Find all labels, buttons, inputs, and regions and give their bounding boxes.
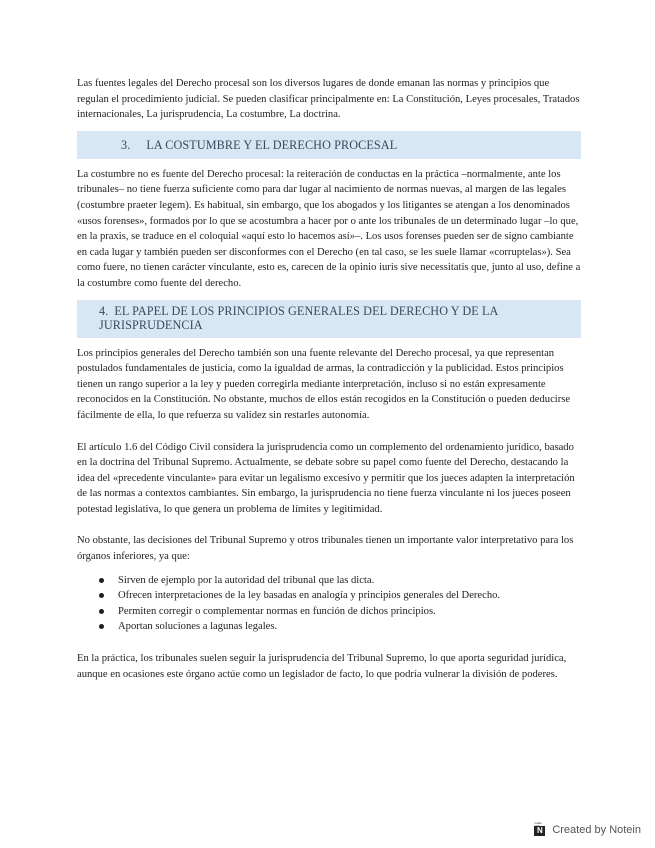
section-4-number: 4.: [99, 303, 109, 318]
intro-paragraph: Las fuentes legales del Derecho procesal son los diversos lugares de donde emanan las normas y principios que regulan el procedimiento judicial. Se pueden clasificar principalmente en: La Constitución, Leyes procesales, Tratados internacionales, La jurisprudencia, La costumbre, La doctrina.: [77, 78, 580, 121]
section-4-heading: [77, 300, 581, 338]
notein-logo-icon: made N: [534, 823, 546, 837]
section-3-title: LA COSTUMBRE Y EL DERECHO PROCESAL: [146, 137, 398, 152]
bullet-icon: [99, 624, 104, 629]
section-4-title: EL PAPEL DE LOS PRINCIPIOS GENERALES DEL DERECHO Y DE LA JURISPRUDENCIA: [99, 303, 498, 333]
section-3-heading: [77, 131, 581, 159]
list-item: Permiten corregir o complementar normas en función de dichos principios.: [99, 604, 581, 620]
bullet-icon: [99, 593, 104, 598]
bullet-icon: [99, 578, 104, 583]
bullet-list: [77, 573, 581, 635]
section-3-paragraph: La costumbre no es fuente del Derecho procesal: la reiteración de conductas en la práctica –normalmente, ante los tribunales– no tiene fuerza suficiente como para dar lugar al nacimiento de normas nuevas, al margen de las legales (costumbre praeter legem). Es habitual, sin embargo, que los abogados y los litigantes se atengan a los denominados «usos forenses», formados por lo que se acostumbra a hacer por o ante los tribunales de un determinado lugar –lo que, en la praxis, se traduce en el coloquial «aquí esto lo hacemos así»–. Los usos forenses pueden ser de signo cambiante en cada lugar y también pueden ser disconformes con el Derecho (en tal caso, se les suele llamar «corruptelas»). Sea como fuere, no tienen carácter vinculante, esto es, carecen de la opinio iuris sive necessitatis que, junto al uso, define a la costumbre como fuente del derecho.: [77, 168, 581, 289]
created-by-footer: [534, 823, 641, 837]
section-4-paragraph-4: En la práctica, los tribunales suelen seguir la jurisprudencia del Tribunal Supremo, lo que aporta seguridad jurídica, aunque en ocasiones este órgano actúe como un legislador de facto, lo que podría vulnerar la división de poderes.: [77, 653, 567, 680]
document-page: [77, 76, 581, 682]
list-item: Ofrecen interpretaciones de la ley basadas en analogía y principios generales del Derecho.: [99, 588, 581, 604]
list-item: Aportan soluciones a lagunas legales.: [99, 619, 581, 635]
section-4-paragraph-2: El artículo 1.6 del Código Civil considera la jurisprudencia como un complemento del ordenamiento jurídico, basado en la doctrina del Tribunal Supremo. Actualmente, se debate sobre su papel como fuente del Derecho, destacando la idea del «precedente vinculante» para evitar un legalismo excesivo y permitir que los jueces adapten la interpretación de las normas a contextos cambiantes. Sin embargo, la jurisprudencia no tiene fuerza vinculante ni los jueces poseen potestad legislativa, lo que genera un problema de límites y legitimidad.: [77, 441, 575, 515]
bullet-icon: [99, 609, 104, 614]
section-4-paragraph-3: No obstante, las decisiones del Tribunal Supremo y otros tribunales tienen un importante valor interpretativo para los órganos inferiores, ya que:: [77, 535, 574, 563]
section-4-paragraph-1: Los principios generales del Derecho también son una fuente relevante del Derecho procesal, ya que representan postulados fundamentales de justicia, como la igualdad de armas, la contradicción y la publicidad. Estos principios tienen un rango superior a la ley y pueden corregirla mediante interpretación, incluso si no están expresamente reconocidos en la Constitución. No obstante, muchos de ellos están recogidos en la Constitución o pueden deducirse fácilmente de ella, lo que refuerza su validez sin restarles autonomía.: [77, 347, 571, 421]
footer-text: Created by Notein: [552, 824, 641, 836]
list-item: Sirven de ejemplo por la autoridad del tribunal que las dicta.: [99, 573, 581, 589]
section-3-number: 3.: [121, 137, 131, 152]
